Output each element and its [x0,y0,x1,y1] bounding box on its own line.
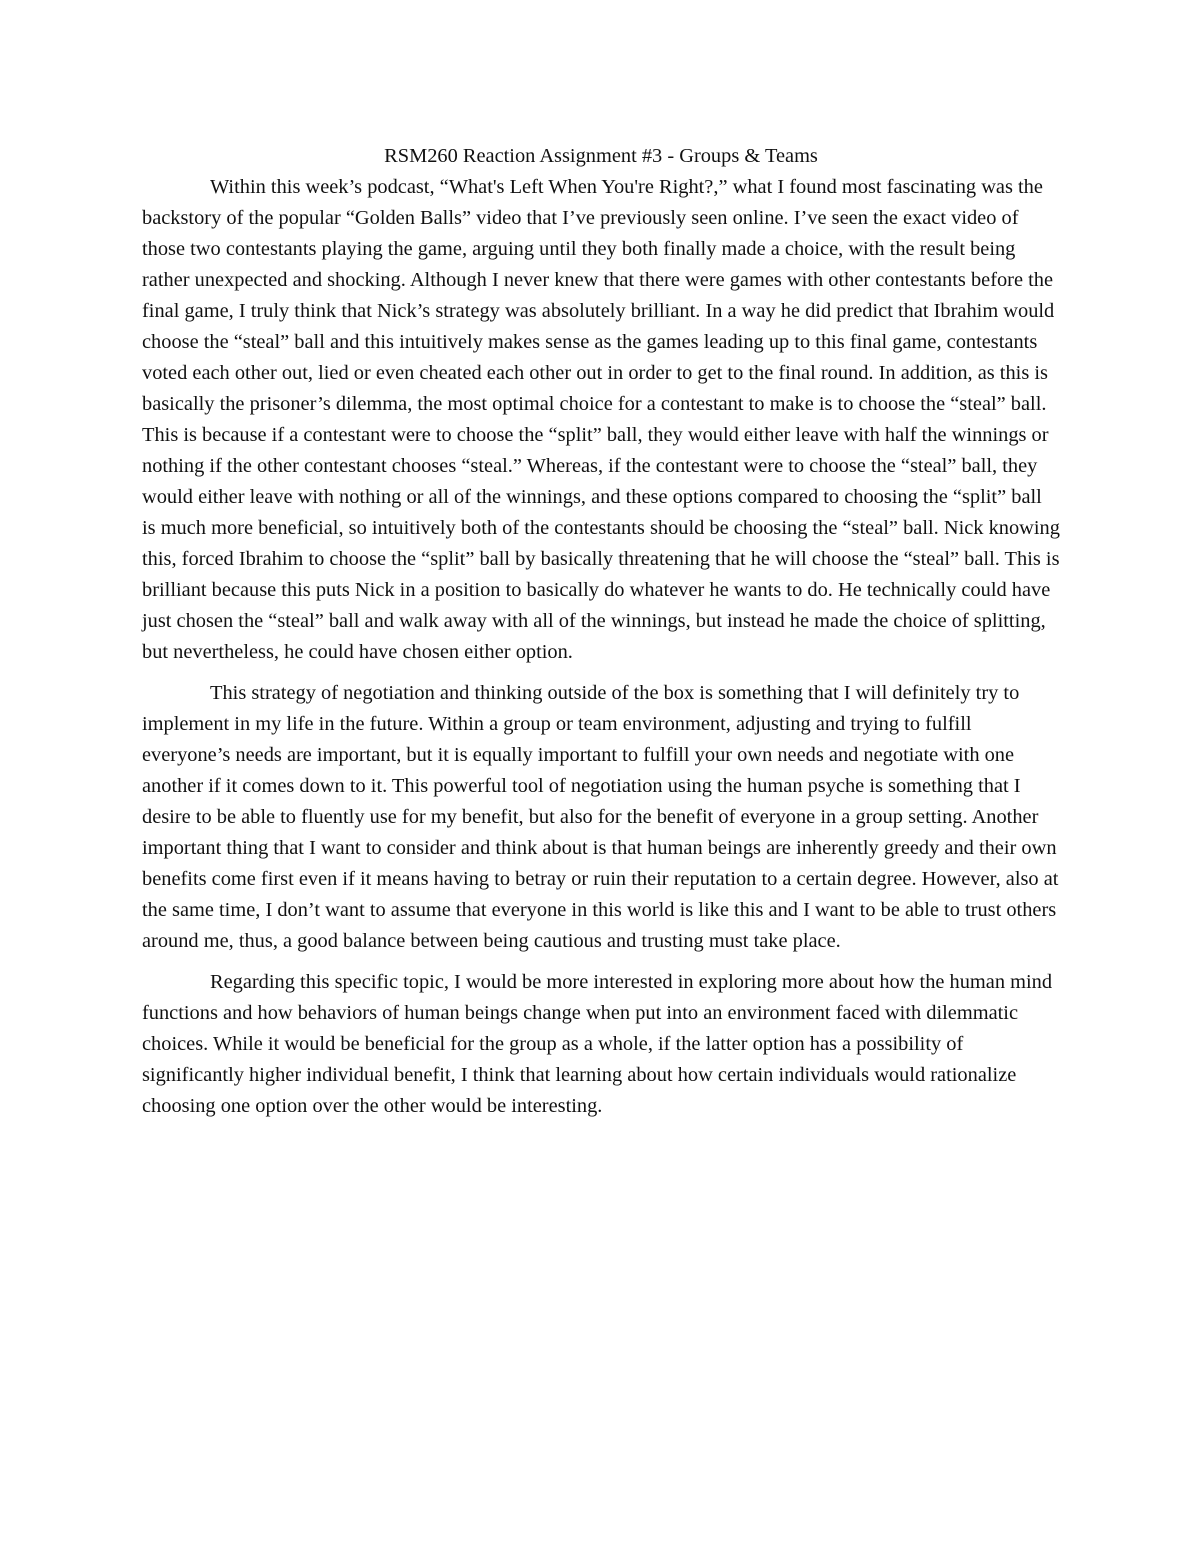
document-title: RSM260 Reaction Assignment #3 - Groups & Teams [384,145,818,167]
paragraph-2: This strategy of negotiation and thinking outside of the box is something that I will definitely try to implement in my life in the future. Within a group or team environment, adjusting and trying to fulfill everyone’s needs are important, but it is equally important to fulfill your own needs and negotiate with one another if it comes down to it. This powerful tool of negotiation using the human psyche is something that I desire to be able to fluently use for my benefit, but also for the benefit of everyone in a group setting. Another important thing that I want to consider and think about is that human beings are inherently greedy and their own benefits come first even if it means having to betray or ruin their reputation to a certain degree. However, also at the same time, I don’t want to assume that everyone in this world is like this and I want to be able to trust others around me, thus, a good balance between being cautious and trusting must take place. [142,682,1059,952]
document-body [142,141,1060,1122]
paragraph-3: Regarding this specific topic, I would be more interested in exploring more about how the human mind functions and how behaviors of human beings change when put into an environment faced with dilemmatic choices. While it would be beneficial for the group as a whole, if the latter option has a possibility of significantly higher individual benefit, I think that learning about how certain individuals would rationalize choosing one option over the other would be interesting. [142,971,1053,1117]
paragraph-1: Within this week’s podcast, “What's Left When You're Right?,” what I found most fascinating was the backstory of the popular “Golden Balls” video that I’ve previously seen online. I’ve seen the exact video of those two contestants playing the game, arguing until they both finally made a choice, with the result being rather unexpected and shocking. Although I never knew that there were games with other contestants before the final game, I truly think that Nick’s strategy was absolutely brilliant. In a way he did predict that Ibrahim would choose the “steal” ball and this intuitively makes sense as the games leading up to this final game, contestants voted each other out, lied or even cheated each other out in order to get to the final round. In addition, as this is basically the prisoner’s dilemma, the most optimal choice for a contestant to make is to choose the “steal” ball. This is because if a contestant were to choose the “split” ball, they would either leave with half the winnings or nothing if the other contestant chooses “steal.” Whereas, if the contestant were to choose the “steal” ball, they would either leave with nothing or all of the winnings, and these options compared to choosing the “split” ball is much more beneficial, so intuitively both of the contestants should be choosing the “steal” ball. Nick knowing this, forced Ibrahim to choose the “split” ball by basically threatening that he will choose the “steal” ball. This is brilliant because this puts Nick in a position to basically do whatever he wants to do. He technically could have just chosen the “steal” ball and walk away with all of the winnings, but instead he made the choice of splitting, but nevertheless, he could have chosen either option. [142,176,1060,663]
